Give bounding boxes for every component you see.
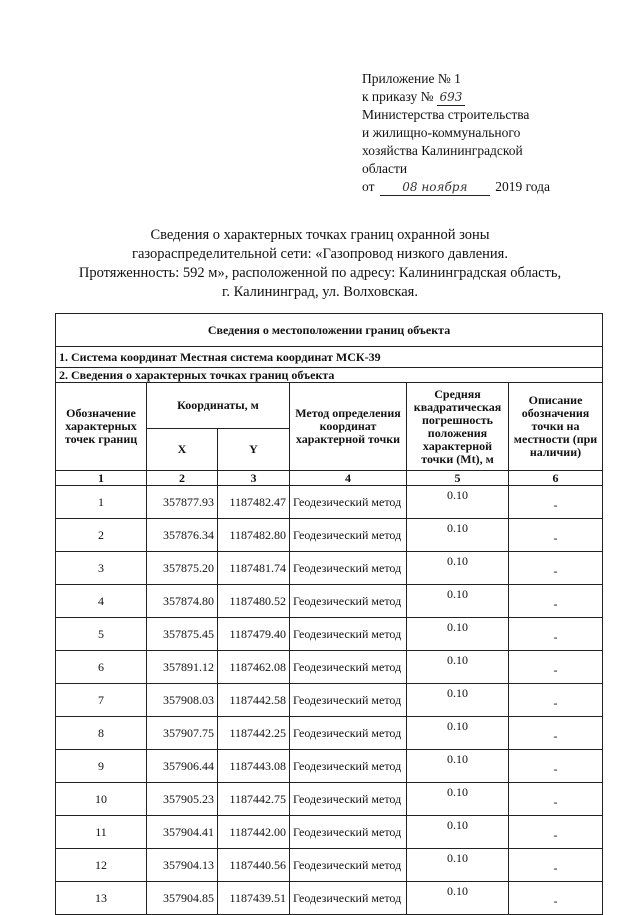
table-row	[56, 618, 603, 651]
method: Геодезический метод	[290, 882, 407, 915]
title-line-2: газораспределительной сети: «Газопровод низкого давления.	[132, 246, 508, 262]
ministry-line-4: области	[362, 161, 408, 176]
coord-y: 1187481.74	[218, 552, 290, 585]
description: -	[509, 552, 603, 585]
appendix-block	[362, 70, 622, 196]
description: -	[509, 585, 603, 618]
coord-y: 1187480.52	[218, 585, 290, 618]
point-number: 9	[56, 750, 147, 783]
appendix-title: Приложение № 1	[362, 71, 461, 86]
table-row	[56, 486, 603, 519]
column-number-row	[56, 471, 603, 486]
description: -	[509, 618, 603, 651]
ministry-line-3: хозяйства Калининградской	[362, 143, 523, 158]
coord-x: 357905.23	[147, 783, 218, 816]
coord-y: 1187443.08	[218, 750, 290, 783]
ministry-line-1: Министерства строительства	[362, 107, 530, 122]
order-line	[362, 88, 622, 106]
coord-x: 357908.03	[147, 684, 218, 717]
ministry-line-2: и жилищно-коммунального	[362, 125, 521, 140]
description: -	[509, 750, 603, 783]
precision: 0.10	[407, 882, 509, 915]
coord-y: 1187479.40	[218, 618, 290, 651]
header-point: Обозначение характерных точек границ	[56, 383, 147, 471]
method: Геодезический метод	[290, 585, 407, 618]
method: Геодезический метод	[290, 618, 407, 651]
table-row	[56, 849, 603, 882]
description: -	[509, 651, 603, 684]
coord-x: 357874.80	[147, 585, 218, 618]
description: -	[509, 486, 603, 519]
point-number: 2	[56, 519, 147, 552]
precision: 0.10	[407, 816, 509, 849]
method: Геодезический метод	[290, 651, 407, 684]
coord-y: 1187482.80	[218, 519, 290, 552]
method: Геодезический метод	[290, 783, 407, 816]
precision: 0.10	[407, 717, 509, 750]
order-number-handwritten: 693	[437, 90, 465, 106]
coord-x: 357904.41	[147, 816, 218, 849]
coord-x: 357907.75	[147, 717, 218, 750]
table-row	[56, 816, 603, 849]
header-x: X	[147, 429, 218, 471]
precision: 0.10	[407, 552, 509, 585]
coord-y: 1187442.25	[218, 717, 290, 750]
point-number: 7	[56, 684, 147, 717]
coord-y: 1187482.47	[218, 486, 290, 519]
precision: 0.10	[407, 618, 509, 651]
table-row	[56, 882, 603, 915]
precision: 0.10	[407, 651, 509, 684]
table-row	[56, 585, 603, 618]
header-precision: Средняя квадратическая погрешность положения характерной точки (Mt), м	[407, 383, 509, 471]
coord-x: 357891.12	[147, 651, 218, 684]
col-number: 6	[509, 471, 603, 486]
method: Геодезический метод	[290, 717, 407, 750]
precision: 0.10	[407, 486, 509, 519]
point-number: 5	[56, 618, 147, 651]
description: -	[509, 816, 603, 849]
boundary-points-table	[55, 313, 603, 915]
precision: 0.10	[407, 519, 509, 552]
coord-x: 357906.44	[147, 750, 218, 783]
description: -	[509, 882, 603, 915]
method: Геодезический метод	[290, 849, 407, 882]
description: -	[509, 717, 603, 750]
precision: 0.10	[407, 585, 509, 618]
table-row	[56, 519, 603, 552]
precision: 0.10	[407, 684, 509, 717]
precision: 0.10	[407, 849, 509, 882]
point-number: 6	[56, 651, 147, 684]
date-line	[362, 178, 622, 196]
date-suffix: 2019 года	[495, 179, 551, 194]
date-prefix: от	[362, 179, 375, 194]
coord-x: 357904.13	[147, 849, 218, 882]
header-method: Метод определения координат характерной точки	[290, 383, 407, 471]
point-number: 8	[56, 717, 147, 750]
coord-x: 357876.34	[147, 519, 218, 552]
coord-y: 1187439.51	[218, 882, 290, 915]
col-number: 2	[147, 471, 218, 486]
coord-x: 357877.93	[147, 486, 218, 519]
description: -	[509, 783, 603, 816]
precision: 0.10	[407, 750, 509, 783]
coord-y: 1187442.75	[218, 783, 290, 816]
table-row	[56, 750, 603, 783]
date-handwritten: 08 ноября	[380, 180, 490, 196]
col-number: 4	[290, 471, 407, 486]
method: Геодезический метод	[290, 750, 407, 783]
point-number: 13	[56, 882, 147, 915]
coord-x: 357875.20	[147, 552, 218, 585]
method: Геодезический метод	[290, 519, 407, 552]
point-number: 3	[56, 552, 147, 585]
method: Геодезический метод	[290, 684, 407, 717]
header-coords: Координаты, м	[147, 383, 290, 429]
document-title	[40, 226, 600, 302]
title-line-3: Протяженность: 592 м», расположенной по адресу: Калининградская область,	[78, 265, 562, 281]
coord-y: 1187442.00	[218, 816, 290, 849]
table-row	[56, 552, 603, 585]
table-row	[56, 651, 603, 684]
coordinate-system: 1. Система координат Местная система координат МСК-39	[56, 347, 603, 368]
section-title: Сведения о местоположении границ объекта	[56, 314, 603, 347]
points-section-title: 2. Сведения о характерных точках границ объекта	[56, 368, 603, 383]
coord-y: 1187440.56	[218, 849, 290, 882]
method: Геодезический метод	[290, 816, 407, 849]
col-number: 5	[407, 471, 509, 486]
point-number: 12	[56, 849, 147, 882]
description: -	[509, 684, 603, 717]
coord-x: 357875.45	[147, 618, 218, 651]
description: -	[509, 519, 603, 552]
point-number: 10	[56, 783, 147, 816]
table-row	[56, 717, 603, 750]
point-number: 4	[56, 585, 147, 618]
order-prefix: к приказу №	[362, 89, 434, 104]
coord-x: 357904.85	[147, 882, 218, 915]
method: Геодезический метод	[290, 486, 407, 519]
col-number: 1	[56, 471, 147, 486]
table-row	[56, 684, 603, 717]
point-number: 11	[56, 816, 147, 849]
coord-y: 1187442.58	[218, 684, 290, 717]
title-line-4: г. Калининград, ул. Волховская.	[222, 284, 418, 300]
col-number: 3	[218, 471, 290, 486]
title-line-1: Сведения о характерных точках границ охранной зоны	[150, 227, 490, 243]
coord-y: 1187462.08	[218, 651, 290, 684]
header-description: Описание обозначения точки на местности (при наличии)	[509, 383, 603, 471]
point-number: 1	[56, 486, 147, 519]
method: Геодезический метод	[290, 552, 407, 585]
table-row	[56, 783, 603, 816]
description: -	[509, 849, 603, 882]
precision: 0.10	[407, 783, 509, 816]
header-y: Y	[218, 429, 290, 471]
